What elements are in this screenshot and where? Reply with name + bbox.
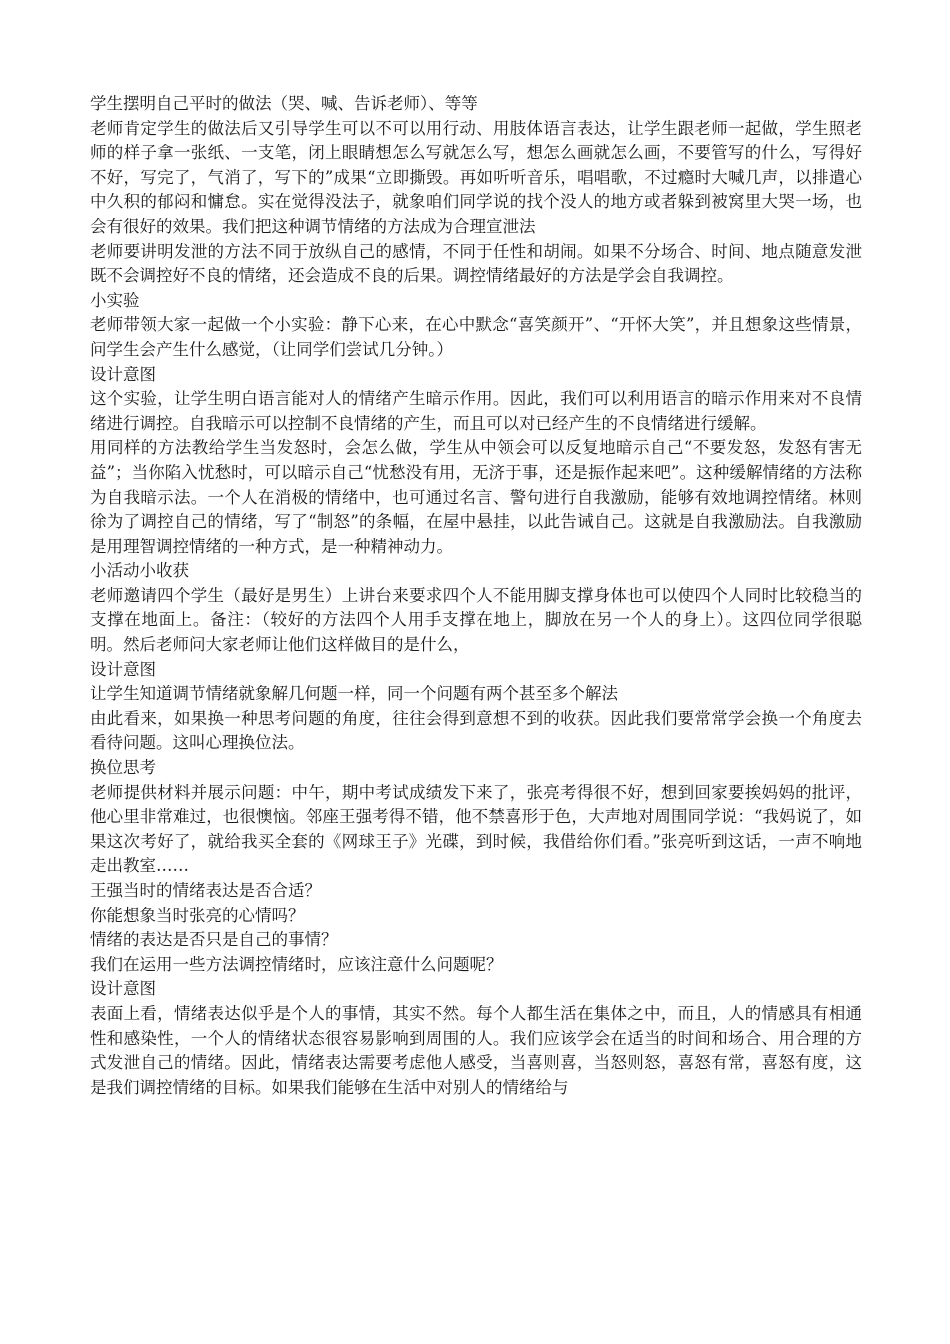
question-4: 我们在运用一些方法调控情绪时，应该注意什么问题呢？ [90, 954, 503, 974]
paragraph-perspective-change: 由此看来，如果换一种思考问题的角度，往往会得到意想不到的收获。因此我们要常常学会换一个角度去看待问题。这叫心理换位法。 [90, 708, 862, 753]
heading-small-experiment: 小实验 [90, 290, 140, 310]
question-1: 王强当时的情绪表达是否合适？ [90, 881, 321, 900]
question-3: 情绪的表达是否只是自己的事情？ [90, 930, 338, 950]
heading-small-activity: 小活动小收获 [90, 561, 189, 581]
heading-design-intent-3: 设计意图 [90, 979, 156, 999]
paragraph-story: 老师提供材料并展示问题：中午，期中考试成绩发下来了，张亮考得很不好，想到回家要挨妈妈的批评，他心里非常难过，也很懊恼。邻座王强考得不错，他不禁喜形于色，大声地对周围同学说：“我妈说了，如果这次考好了，就给我买全套的《网球王子》光碟，到时候，我借给你们看。”张亮听到这话，一声不响地走出教室…… [90, 782, 862, 876]
paragraph-experiment: 老师带领大家一起做一个小实验：静下心来，在心中默念“喜笑颜开”、“开怀大笑”，并且想象这些情景，问学生会产生什么感觉，（让同学们尝试几分钟。） [90, 315, 862, 359]
paragraph-self-suggestion: 用同样的方法教给学生当发怒时，会怎么做，学生从中领会可以反复地暗示自己“不要发怒，发怒有害无益”；当你陷入忧愁时，可以暗示自己“忧愁没有用，无济于事，还是振作起来吧”。这种缓解情绪的方法称为自我暗示法。一个人在消极的情绪中，也可通过名言、警句进行自我激励，能够有效地调控情绪。林则徐为了调控自己的情绪，写了“制怒”的条幅，在屋中悬挂，以此告诫自己。这就是自我激励法。自我激励是用理智调控情绪的一种方式，是一种精神动力。 [90, 438, 862, 556]
paragraph-geometry-analogy: 让学生知道调节情绪就象解几何题一样，同一个问题有两个甚至多个解法 [90, 684, 618, 704]
paragraph-activity: 老师邀请四个学生（最好是男生）上讲台来要求四个人不能用脚支撑身体也可以使四个人同时比较稳当的支撑在地面上。备注：（较好的方法四个人用手支撑在地上，脚放在另一个人的身上）。这四位同学很聪明。然后老师问大家老师让他们这样做目的是什么， [90, 585, 862, 655]
document-page [90, 92, 862, 1100]
paragraph-student-habits: 学生摆明自己平时的做法（哭、喊、告诉老师）、等等 [90, 94, 478, 113]
paragraph-suggestion-effect: 这个实验，让学生明白语言能对人的情绪产生暗示作用。因此，我们可以利用语言的暗示作用来对不良情绪进行调控。自我暗示可以控制不良情绪的产生，而且可以对已经产生的不良情绪进行缓解。 [90, 389, 862, 433]
paragraph-emotion-expression: 表面上看，情绪表达似乎是个人的事情，其实不然。每个人都生活在集体之中，而且，人的情感具有相通性和感染性，一个人的情绪状态很容易影响到周围的人。我们应该学会在适当的时间和场合、用合理的方式发泄自己的情绪。因此，情绪表达需要考虑他人感受，当喜则喜，当怒则怒，喜怒有常，喜怒有度，这是我们调控情绪的目标。如果我们能够在生活中对别人的情绪给与 [90, 1003, 862, 1097]
paragraph-reasonable-venting: 老师肯定学生的做法后又引导学生可以不可以用行动、用肢体语言表达，让学生跟老师一起做，学生照老师的样子拿一张纸、一支笔，闭上眼睛想怎么写就怎么写，想怎么画就怎么画，不要管写的什么，写得好不好，写完了，气消了，写下的”成果“立即撕毁。再如听听音乐，唱唱歌，不过瘾时大喊几声，以排遣心中久积的郁闷和慵怠。实在觉得没法子，就象咱们同学说的找个没人的地方或者躲到被窝里大哭一场，也会有很好的效果。我们把这种调节情绪的方法成为合理宣泄法 [90, 118, 862, 236]
question-2: 你能想象当时张亮的心情吗？ [90, 905, 305, 925]
heading-design-intent-2: 设计意图 [90, 659, 156, 679]
heading-perspective-thinking: 换位思考 [90, 758, 156, 778]
paragraph-self-control: 老师要讲明发泄的方法不同于放纵自己的感情，不同于任性和胡闹。如果不分场合、时间、地点随意发泄既不会调控好不良的情绪，还会造成不良的后果。调控情绪最好的方法是学会自我调控。 [90, 241, 862, 286]
heading-design-intent-1: 设计意图 [90, 364, 156, 384]
